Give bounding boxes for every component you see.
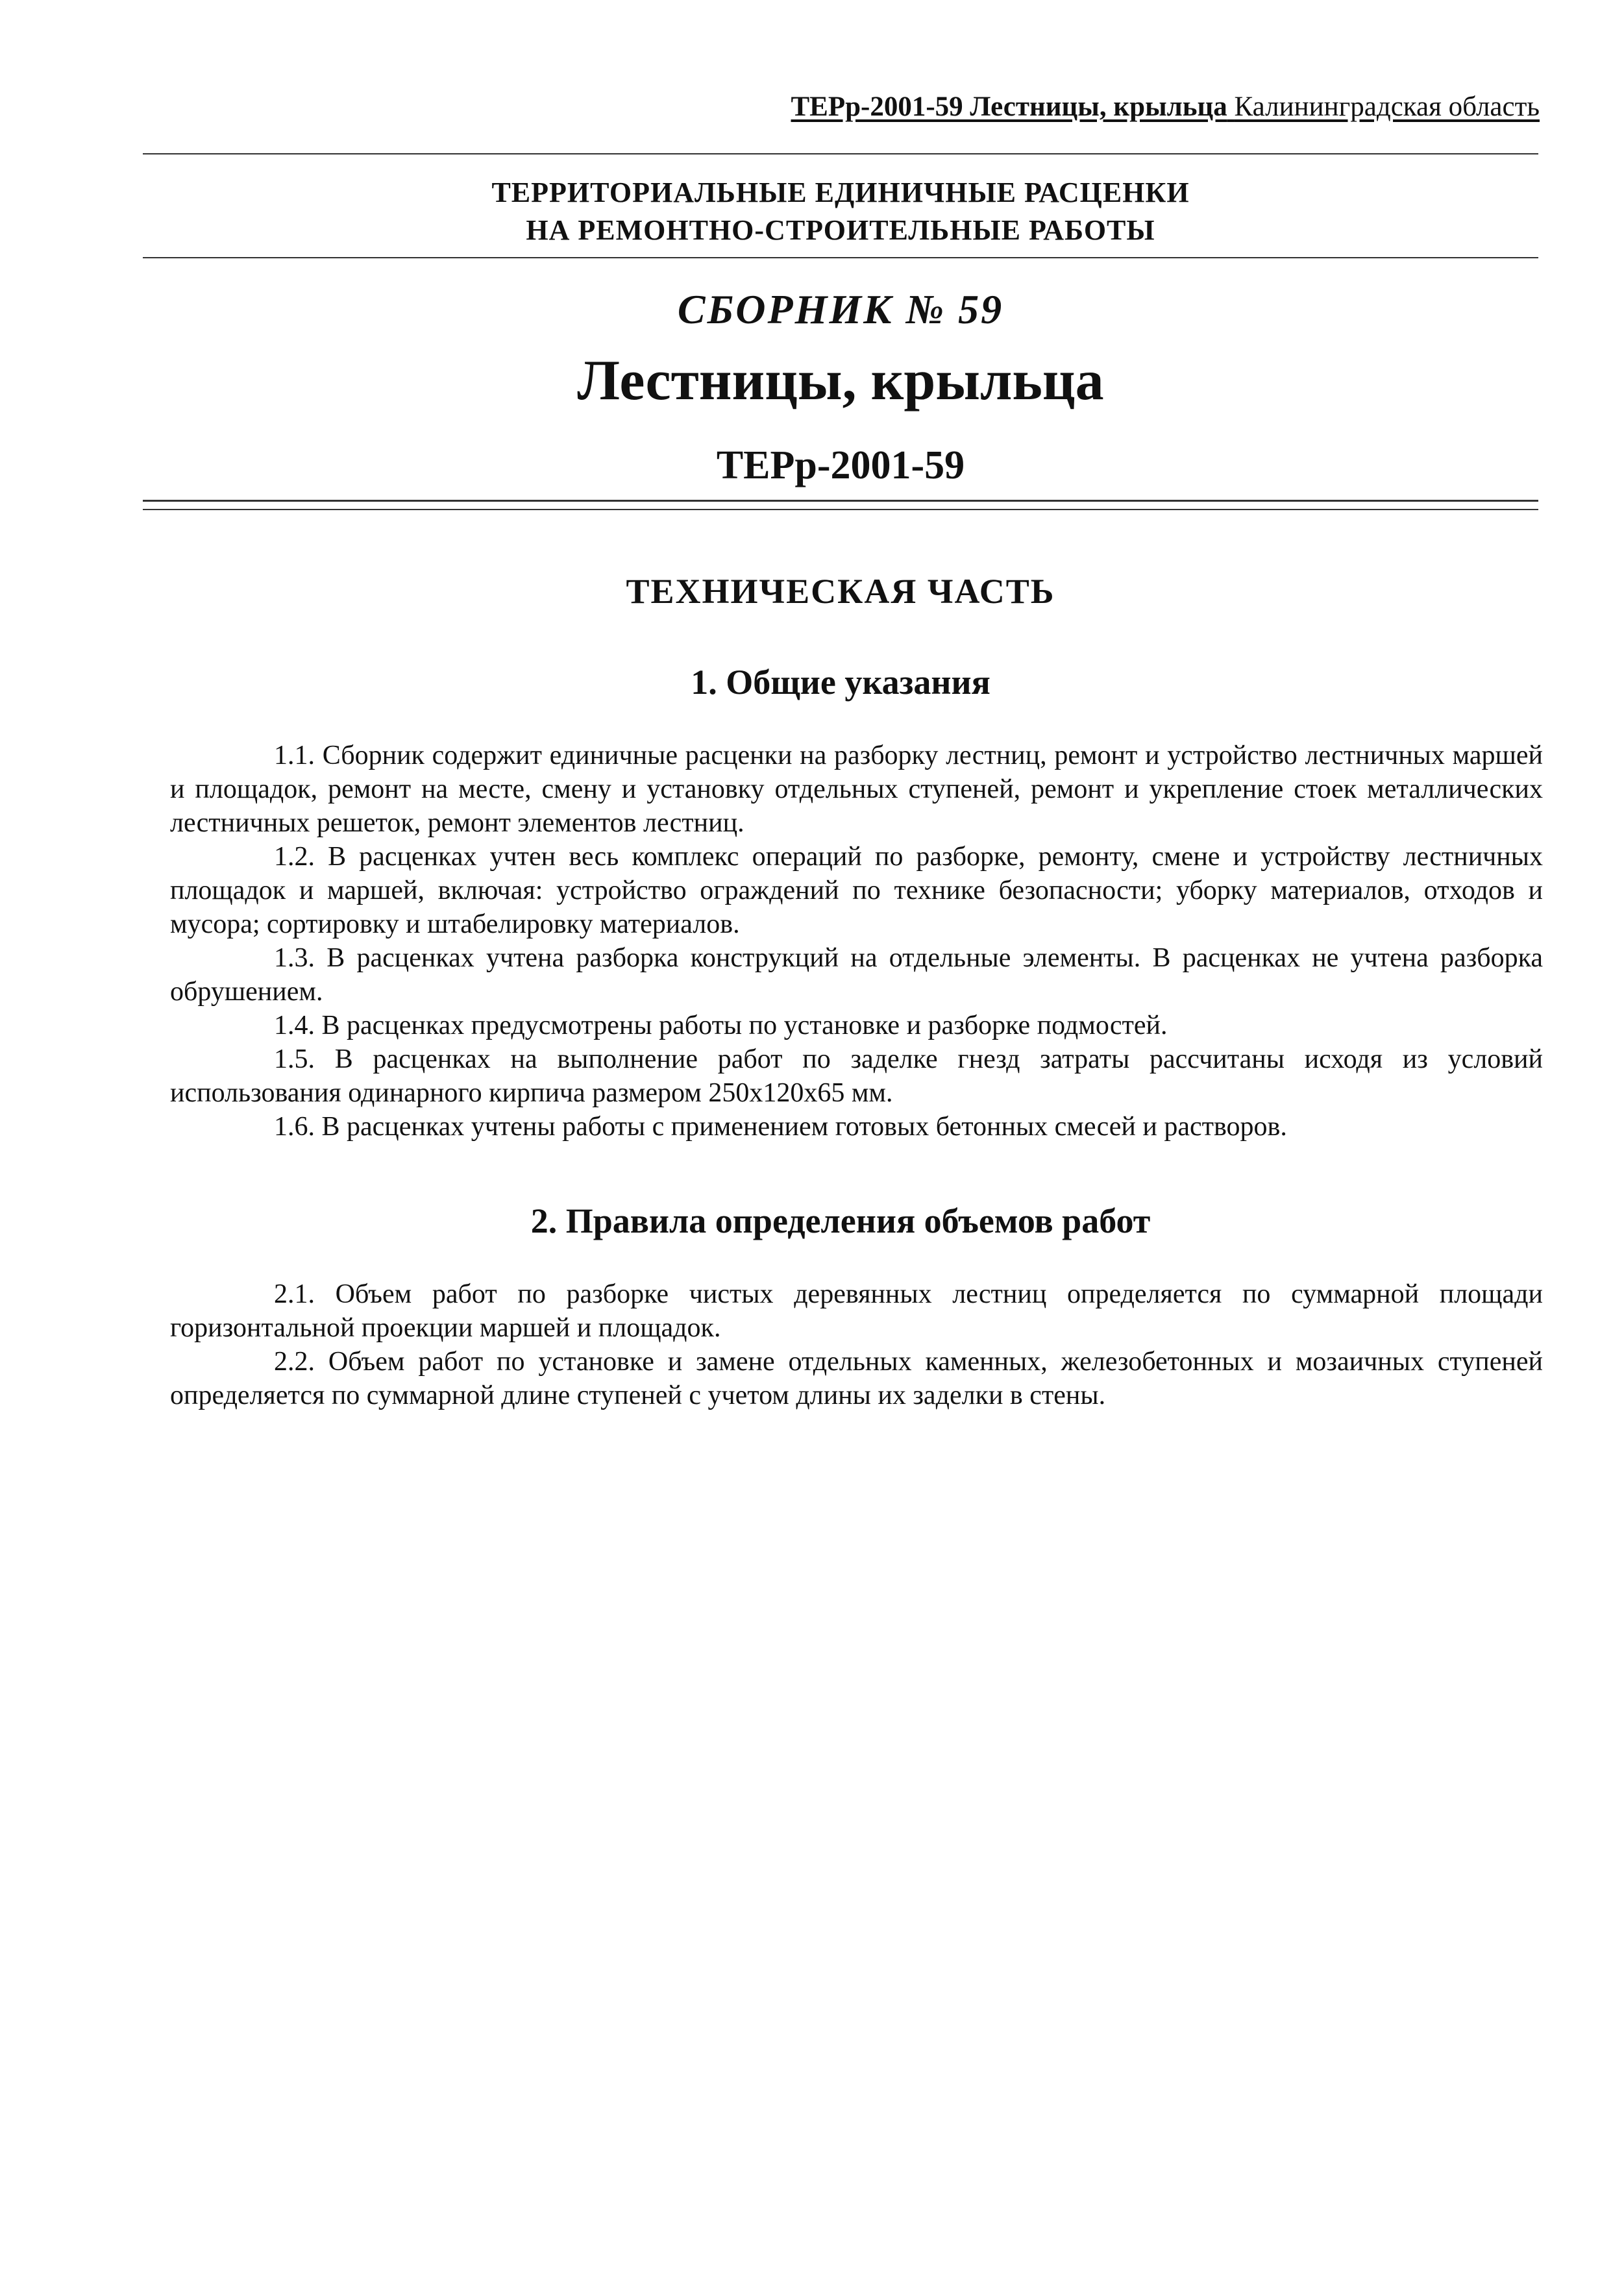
heading-line-1: ТЕРРИТОРИАЛЬНЫЕ ЕДИНИЧНЫЕ РАСЦЕНКИ <box>491 177 1190 208</box>
section-1-title: 1. Общие указания <box>691 663 990 702</box>
document-heading <box>143 174 1538 249</box>
heading-line-2: НА РЕМОНТНО-СТРОИТЕЛЬНЫЕ РАБОТЫ <box>526 214 1155 246</box>
paragraph-1-3: 1.3. В расценках учтена разборка конструкций на отдельные элементы. В расценках не учтена разборка обрушением. <box>170 943 1543 1007</box>
collection-rule-top <box>143 500 1538 502</box>
paragraph-2-1: 2.1. Объем работ по разборке чистых деревянных лестниц определяется по суммарной площади горизонтальной проекции маршей и площадок. <box>170 1279 1543 1343</box>
paragraph-1-6: 1.6. В расценках учтены работы с применением готовых бетонных смесей и растворов. <box>274 1112 1287 1142</box>
paragraph-1-5: 1.5. В расценках на выполнение работ по заделке гнезд затраты рассчитаны исходя из условий использования одинарного кирпича размером 250х120х65 мм. <box>170 1044 1543 1108</box>
paragraph-2-2: 2.2. Объем работ по установке и замене отдельных каменных, железобетонных и мозаичных ступеней определяется по суммарной длине ступеней с учетом длины их заделки в стены. <box>170 1347 1543 1410</box>
running-header-region: Калининградская область <box>1234 92 1540 122</box>
collection-code: ТЕРр-2001-59 <box>716 443 965 487</box>
section-2-body <box>170 1277 1543 1412</box>
section-1-body <box>170 739 1543 1144</box>
collection-number: СБОРНИК № 59 <box>677 286 1004 332</box>
collection-title: Лестницы, крыльца <box>577 349 1104 412</box>
collection-rule-bottom <box>143 509 1538 510</box>
heading-rule <box>143 257 1538 258</box>
section-2-title: 2. Правила определения объемов работ <box>530 1201 1151 1240</box>
paragraph-1-2: 1.2. В расценках учтен весь комплекс операций по разборке, ремонту, смене и устройству лестничных площадок и маршей, включая: устройство ограждений по технике безопасности; уборку материалов, отходов и мусора; сортировку и штабелировку материалов. <box>170 842 1543 939</box>
part-title: ТЕХНИЧЕСКАЯ ЧАСТЬ <box>626 572 1055 611</box>
header-rule <box>143 153 1538 154</box>
paragraph-1-1: 1.1. Сборник содержит единичные расценки на разборку лестниц, ремонт и устройство лестничных маршей и площадок, ремонт на месте, смену и установку отдельных ступеней, ремонт и укрепление стоек металлических лестничных решеток, ремонт элементов лестниц. <box>170 741 1543 838</box>
running-header-code-title: ТЕРр-2001-59 Лестницы, крыльца <box>791 92 1227 122</box>
running-header <box>791 91 1540 123</box>
paragraph-1-4: 1.4. В расценках предусмотрены работы по установке и разборке подмостей. <box>274 1011 1168 1040</box>
